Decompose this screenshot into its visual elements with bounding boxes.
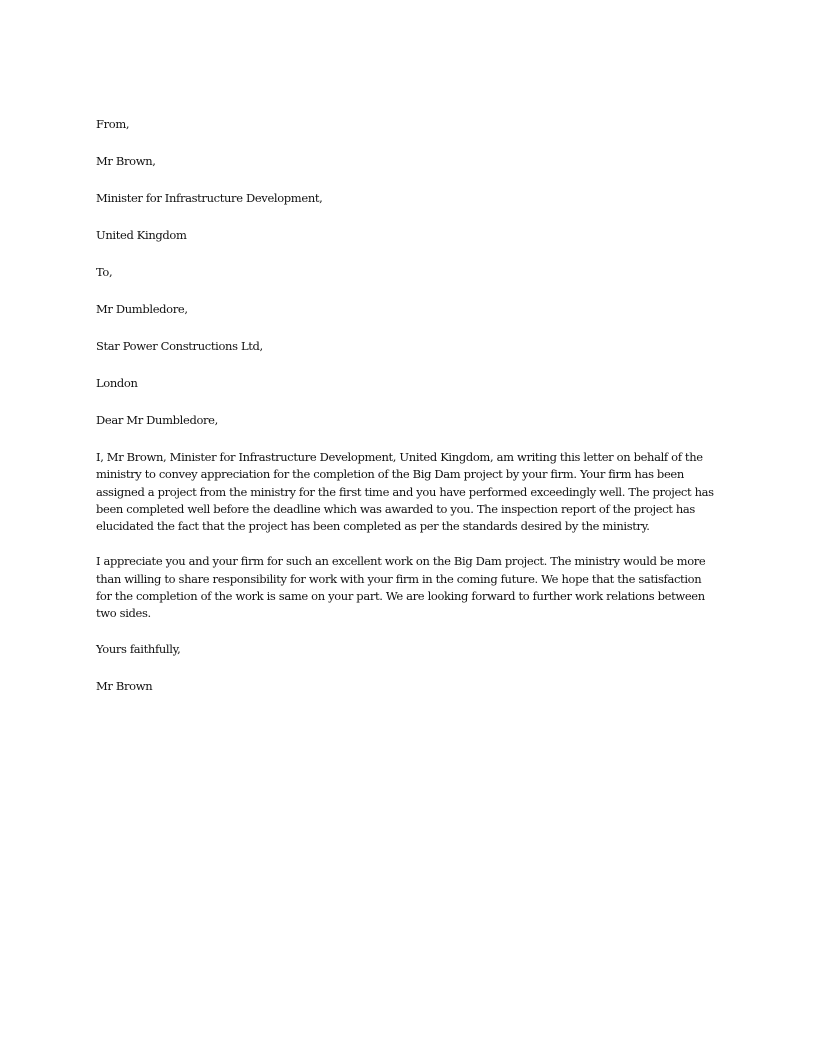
to-label: To, — [96, 265, 113, 279]
sender-name: Mr Brown, — [96, 154, 156, 168]
signature: Mr Brown — [96, 678, 153, 693]
body-paragraph-1: I, Mr Brown, Minister for Infrastructure Development, United Kingdom, am writing this letter on behalf of the ministry to convey appreciation for the completion of the Big Dam project by your firm. Your firm has been assigned a project from the ministry for the first time and you have performed exceedingly well. The project has been completed well before the deadline which was awarded to you. The inspection report of the project has elucidated the fact that the project has been completed as per the standards desired by the ministry. — [96, 450, 714, 534]
sender-country: United Kingdom — [96, 228, 187, 242]
closing: Yours faithfully, — [96, 641, 181, 656]
sender-title: Minister for Infrastructure Development, — [96, 191, 323, 205]
body-paragraph-2: I appreciate you and your firm for such an excellent work on the Big Dam project. The ministry would be more than willing to share responsibility for work with your firm in the coming future. We hope that the satisfaction for the completion of the work is same on your part. We are looking forward to further work relations between two sides. — [96, 554, 706, 621]
salutation: Dear Mr Dumbledore, — [96, 413, 218, 427]
recipient-name: Mr Dumbledore, — [96, 302, 188, 316]
recipient-company: Star Power Constructions Ltd, — [96, 339, 263, 353]
recipient-city: London — [96, 376, 138, 390]
letter-body — [96, 116, 720, 715]
from-label: From, — [96, 117, 130, 131]
